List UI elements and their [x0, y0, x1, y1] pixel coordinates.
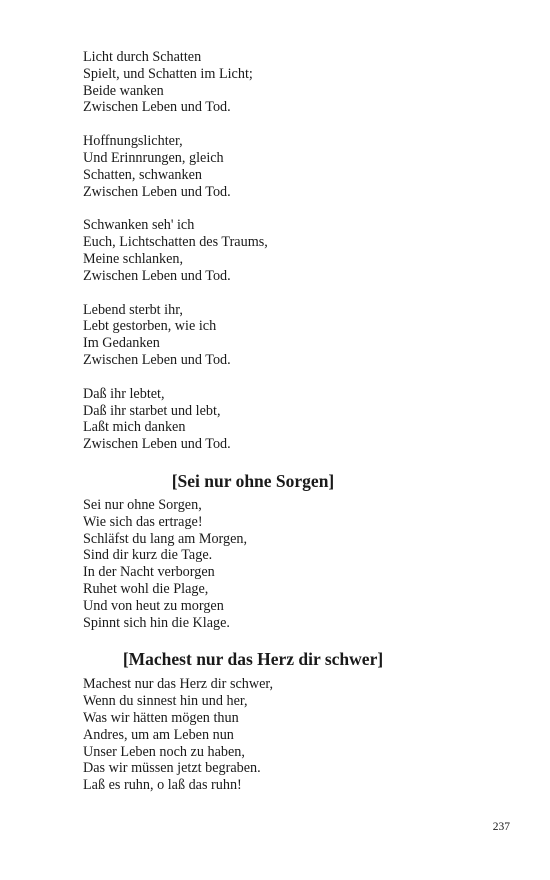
- poem-line: Euch, Lichtschatten des Traums,: [83, 234, 268, 251]
- poem-line: Was wir hätten mögen thun: [83, 709, 239, 726]
- stanza: [83, 302, 483, 369]
- poem-line: Lebend sterbt ihr,: [83, 301, 183, 318]
- stanza: [83, 217, 483, 284]
- poem-line: Beide wanken: [83, 82, 164, 99]
- poem-line: Andres, um am Leben nun: [83, 726, 234, 743]
- stanza: [83, 49, 483, 116]
- poem-line: Im Gedanken: [83, 335, 160, 352]
- poem-line: Ruhet wohl die Plage,: [83, 580, 209, 597]
- page-content: [83, 49, 483, 794]
- poem-line: Unser Leben noch zu haben,: [83, 743, 245, 760]
- poem-title: [Machest nur das Herz dir schwer]: [122, 649, 384, 670]
- poem-line: Laß es ruhn, o laß das ruhn!: [83, 777, 242, 794]
- stanza: [83, 133, 483, 200]
- poem-1: [83, 49, 483, 453]
- poem-line: Sei nur ohne Sorgen,: [83, 496, 202, 513]
- poem-line: Laßt mich danken: [83, 419, 186, 436]
- poem-line: Zwischen Leben und Tod.: [83, 436, 231, 453]
- poem-line: In der Nacht verborgen: [83, 564, 215, 581]
- poem-line: Machest nur das Herz dir schwer,: [83, 676, 274, 693]
- poem-line: Hoffnungslichter,: [83, 133, 183, 150]
- poem-line: Daß ihr lebtet,: [83, 385, 165, 402]
- poem-line: Wie sich das ertrage!: [83, 513, 203, 530]
- poem-line: Zwischen Leben und Tod.: [83, 351, 231, 368]
- poem-line: Das wir müssen jetzt begraben.: [83, 760, 261, 777]
- poem-line: Licht durch Schatten: [83, 49, 202, 65]
- poem-line: Lebt gestorben, wie ich: [83, 318, 217, 335]
- poem-line: Und von heut zu morgen: [83, 597, 224, 614]
- poem-line: Spielt, und Schatten im Licht;: [83, 65, 253, 82]
- poem-line: Und Erinnrungen, gleich: [83, 149, 224, 166]
- poem-line: Spinnt sich hin die Klage.: [83, 614, 230, 631]
- poem-line: Wenn du sinnest hin und her,: [83, 693, 248, 710]
- poem-line: Zwischen Leben und Tod.: [83, 99, 231, 116]
- poem-line: Schatten, schwanken: [83, 166, 202, 183]
- page-number: 237: [492, 821, 510, 833]
- poem-line: Schläfst du lang am Morgen,: [83, 530, 248, 547]
- poem-line: Zwischen Leben und Tod.: [83, 267, 231, 284]
- poem-2: [83, 470, 483, 631]
- poem-line: Zwischen Leben und Tod.: [83, 183, 231, 200]
- poem-line: Meine schlanken,: [83, 250, 184, 267]
- stanza: [83, 386, 483, 453]
- poem-3: [83, 648, 483, 794]
- poem-line: Schwanken seh' ich: [83, 217, 195, 234]
- poem-line: Sind dir kurz die Tage.: [83, 547, 213, 564]
- poem-line: Daß ihr starbet und lebt,: [83, 402, 221, 419]
- poem-title: [Sei nur ohne Sorgen]: [171, 470, 335, 491]
